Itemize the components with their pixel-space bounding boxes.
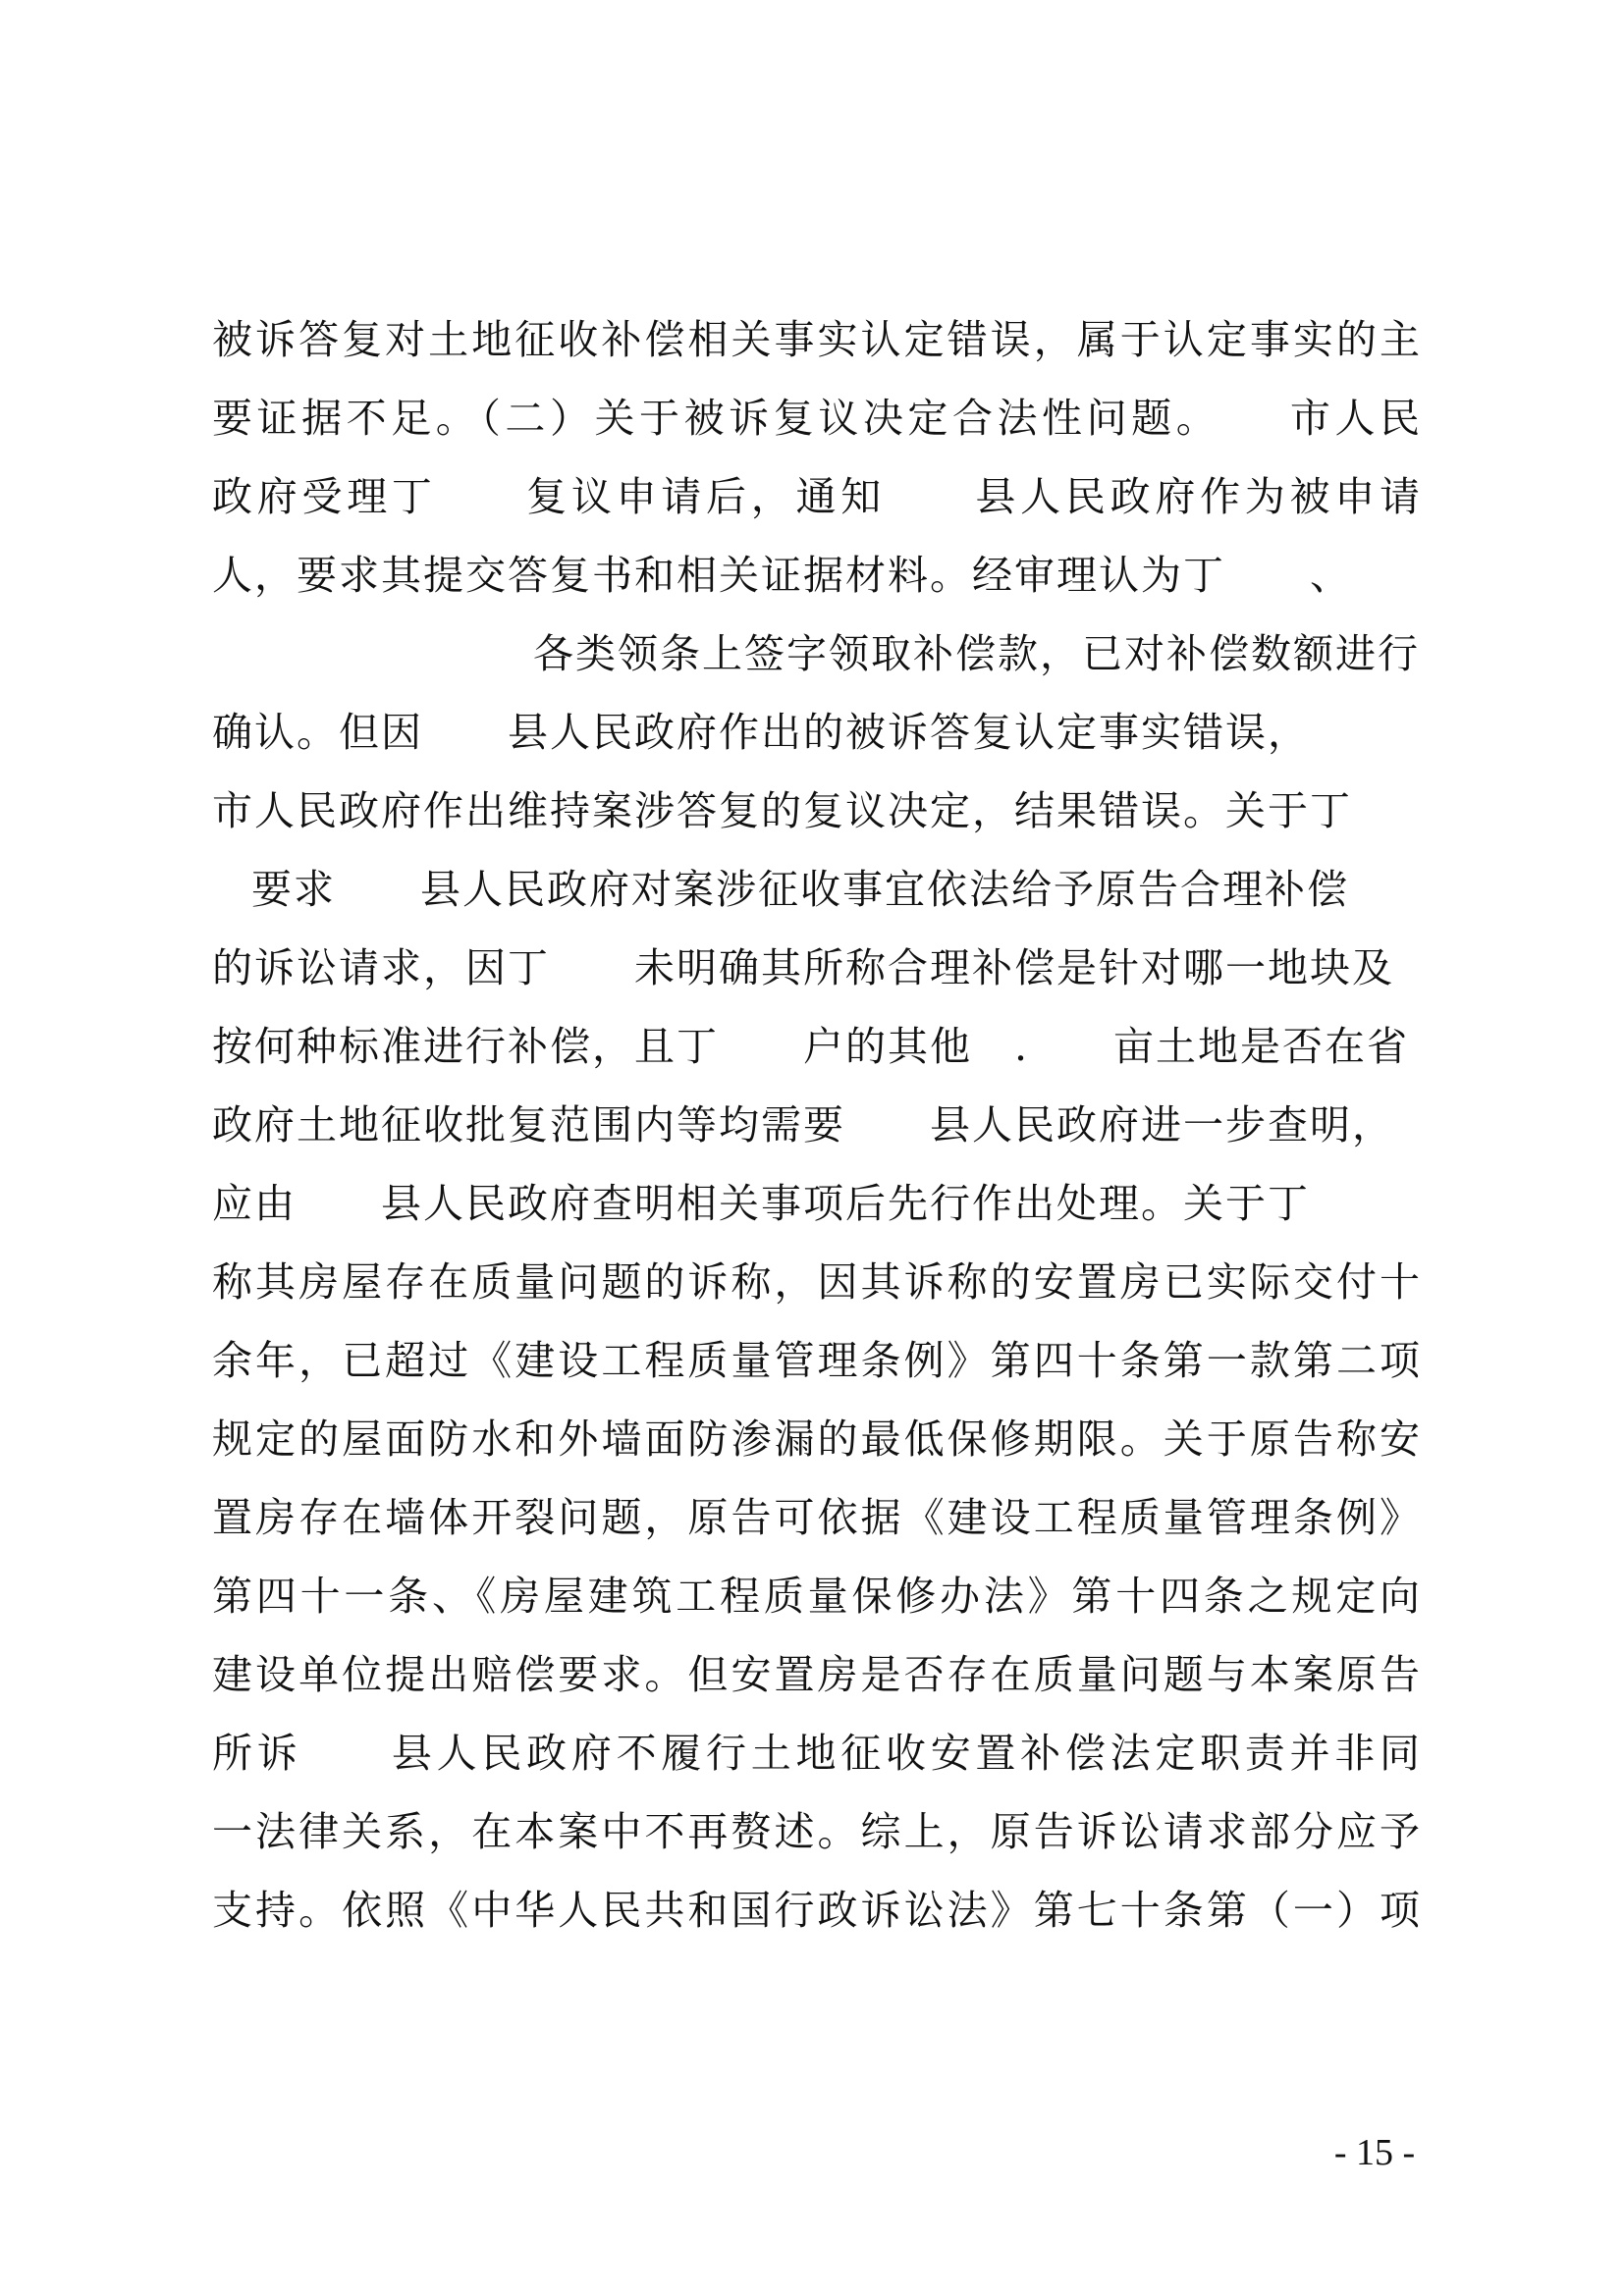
text-line: 要证据不足。（二）关于被诉复议决定合法性问题。 市人民	[212, 395, 1420, 442]
text-line: 规定的屋面防水和外墙面防渗漏的最低保修期限。关于原告称安	[212, 1415, 1420, 1463]
page-number: - 15 -	[1333, 2132, 1416, 2173]
text-line: 建设单位提出赔偿要求。但安置房是否存在质量问题与本案原告	[212, 1651, 1420, 1698]
text-line: 余年，已超过《建设工程质量管理条例》第四十条第一款第二项	[212, 1337, 1420, 1384]
text-line: 各类领条上签字领取补偿款，已对补偿数额进行	[238, 630, 1420, 677]
text-line: 市人民政府作出维持案涉答复的复议决定，结果错误。关于丁	[212, 787, 1352, 834]
text-line: 政府受理丁 复议申请后，通知 县人民政府作为被申请	[212, 473, 1420, 520]
text-line: 政府土地征收批复范围内等均需要 县人民政府进一步查明，	[212, 1101, 1394, 1148]
text-line: 被诉答复对土地征收补偿相关事实认定错误，属于认定事实的主	[212, 316, 1420, 363]
text-line: 置房存在墙体开裂问题，原告可依据《建设工程质量管理条例》	[212, 1494, 1420, 1541]
text-line: 确认。但因 县人民政府作出的被诉答复认定事实错误，	[212, 709, 1310, 756]
body-text	[212, 300, 1420, 1949]
text-line: 支持。依照《中华人民共和国行政诉讼法》第七十条第（一）项	[212, 1887, 1420, 1934]
text-line: 人，要求其提交答复书和相关证据材料。经审理认为丁 、	[212, 552, 1352, 599]
text-line: 的诉讼请求，因丁 未明确其所称合理补偿是针对哪一地块及	[212, 944, 1394, 991]
text-line: 要求 县人民政府对案涉征收事宜依法给予原告合理补偿	[251, 866, 1349, 913]
text-line: 按何种标准进行补偿，且丁 户的其他 . 亩土地是否在省	[212, 1023, 1410, 1070]
text-line: 所诉 县人民政府不履行土地征收安置补偿法定职责并非同	[212, 1730, 1420, 1777]
text-line: 称其房屋存在质量问题的诉称，因其诉称的安置房已实际交付十	[212, 1258, 1420, 1306]
text-line: 应由 县人民政府查明相关事项后先行作出处理。关于丁	[212, 1180, 1310, 1227]
text-line: 第四十一条、《房屋建筑工程质量保修办法》第十四条之规定向	[212, 1573, 1420, 1620]
text-line: 一法律关系，在本案中不再赘述。综上，原告诉讼请求部分应予	[212, 1808, 1420, 1855]
